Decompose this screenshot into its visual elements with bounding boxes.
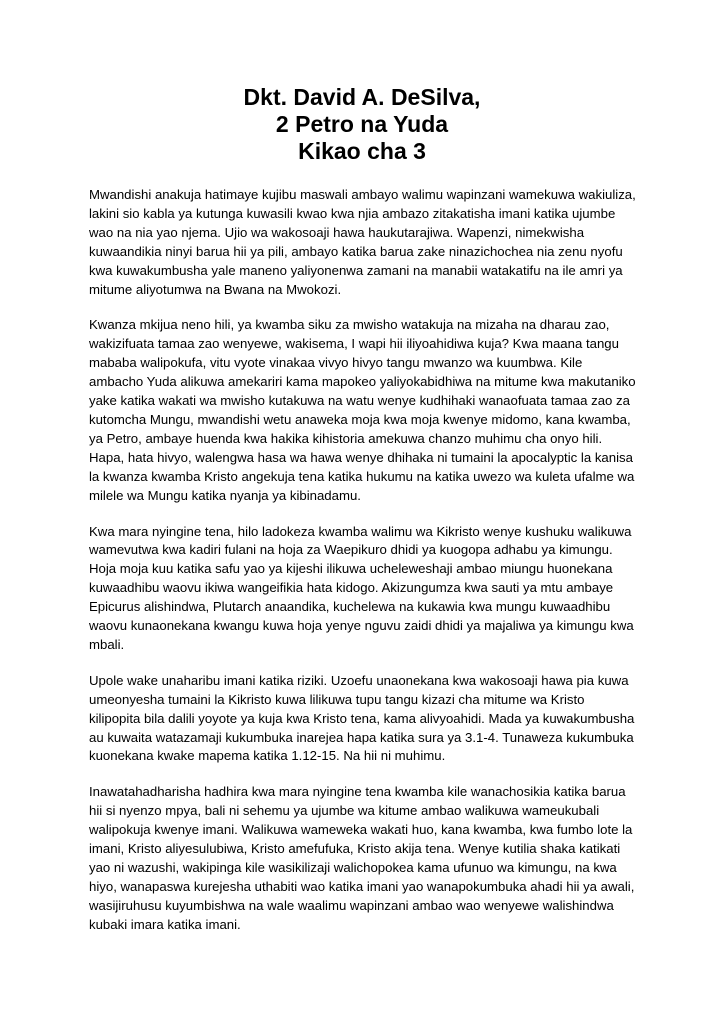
- paragraph: Mwandishi anakuja hatimaye kujibu maswali ambayo walimu wapinzani wamekuwa wakiuliza, lakini sio kabla ya kutunga kuwasili kwao kwa njia ambazo zitakatisha imani katika ujumbe wao na nia yao njema. Ujio wa wakosoaji hawa haukutarajiwa. Wapenzi, nimekwisha kuwaandikia ninyi barua hii ya pili, ambayo katika barua zake ninazichochea nia zenu nyofu kwa kuwakumbusha yale maneno yaliyonenwa zamani na manabii watakatifu na ile amri ya mitume aliyotumwa na Bwana na Mwokozi.: [89, 187, 636, 297]
- paragraph: Inawatahadharisha hadhira kwa mara nyingine tena kwamba kile wanachosikia katika barua hii si nyenzo mpya, bali ni sehemu ya ujumbe wa kitume ambao walikuwa wameukubali walipokuja kwenye imani. Walikuwa wameweka wakati huo, kana kwamba, kwa fumbo lote la imani, Kristo aliyesulubiwa, Kristo amefufuka, Kristo akija tena. Wenye kutilia shaka katikati yao ni wazushi, wakipinga kile wasikilizaji walichopokea kama ufunuo wa kimungu, na kwa hiyo, wanapaswa kurejesha uthabiti wao katika imani yao wanapokumbuka ahadi hii ya awali, wasijiruhusu kuyumbishwa na wale waalimu wapinzani ambao wao wenyewe walishindwa kubaki imara katika imani.: [89, 784, 635, 932]
- title-line-session: Kikao cha 3: [298, 138, 426, 164]
- title-line-author: Dkt. David A. DeSilva,: [243, 84, 481, 110]
- paragraph: Kwanza mkijua neno hili, ya kwamba siku za mwisho watakuja na mizaha na dharau zao, wakizifuata tamaa zao wenyewe, wakisema, I wapi hii iliyoahidiwa kuja? Kwa maana tangu mababa walipokufa, vitu vyote vinakaa vivyo hivyo tangu mwanzo wa kuumbwa. Kile ambacho Yuda alikuwa amekariri kama mapokeo yaliyokabidhiwa na mitume kwa makutaniko yake katika wakati wa mwisho kutakuwa na watu wenye kudhihaki wanaofuata tamaa zao za kutomcha Mungu, mwandishi wetu anaweka moja kwa moja kwenye midomo, kana kwamba, ya Petro, ambaye huenda kwa hakika kihistoria amekuwa chanzo muhimu cha onyo hili. Hapa, hata hivyo, walengwa hasa wa hawa wenye dhihaka ni tumaini la apocalyptic la kanisa la kwanza kwamba Kristo angekuja tena katika hukumu na katika uwezo wa kuleta ufalme wa milele wa Mungu katika nyanja ya kibinadamu.: [89, 317, 636, 503]
- document-title: [0, 84, 724, 165]
- title-line-book: 2 Petro na Yuda: [275, 111, 449, 137]
- document-body: [89, 186, 639, 952]
- paragraph: Kwa mara nyingine tena, hilo ladokeza kwamba walimu wa Kikristo wenye kushuku walikuwa wamevutwa kwa kadiri fulani na hoja za Waepikuro dhidi ya kuogopa adhabu ya kimungu. Hoja moja kuu katika safu yao ya kijeshi ilikuwa ucheleweshaji ambao miungu huonekana kuwaadhibu waovu ikiwa wangeifikia hata kidogo. Akizungumza kwa sauti ya mtu ambaye Epicurus alishindwa, Plutarch anaandika, kuchelewa na kukawia kwa mungu kuwaadhibu waovu kunaonekana kwangu kuwa hoja yenye nguvu zaidi dhidi ya majaliwa ya kimungu kwa mbali.: [89, 523, 634, 652]
- paragraph: Upole wake unaharibu imani katika riziki. Uzoefu unaonekana kwa wakosoaji hawa pia kuwa umeonyesha tumaini la Kikristo kuwa lilikuwa tupu tangu kizazi cha mitume wa Kristo kilipopita bila dalili yoyote ya kuja kwa Kristo tena, kama alivyoahidi. Mada ya kuwakumbusha au kuwaita watazamaji kukumbuka inarejea hapa katika sura ya 3.1-4. Tunaweza kukumbuka kuonekana kwake mapema katika 1.12-15. Na hii ni muhimu.: [89, 672, 635, 764]
